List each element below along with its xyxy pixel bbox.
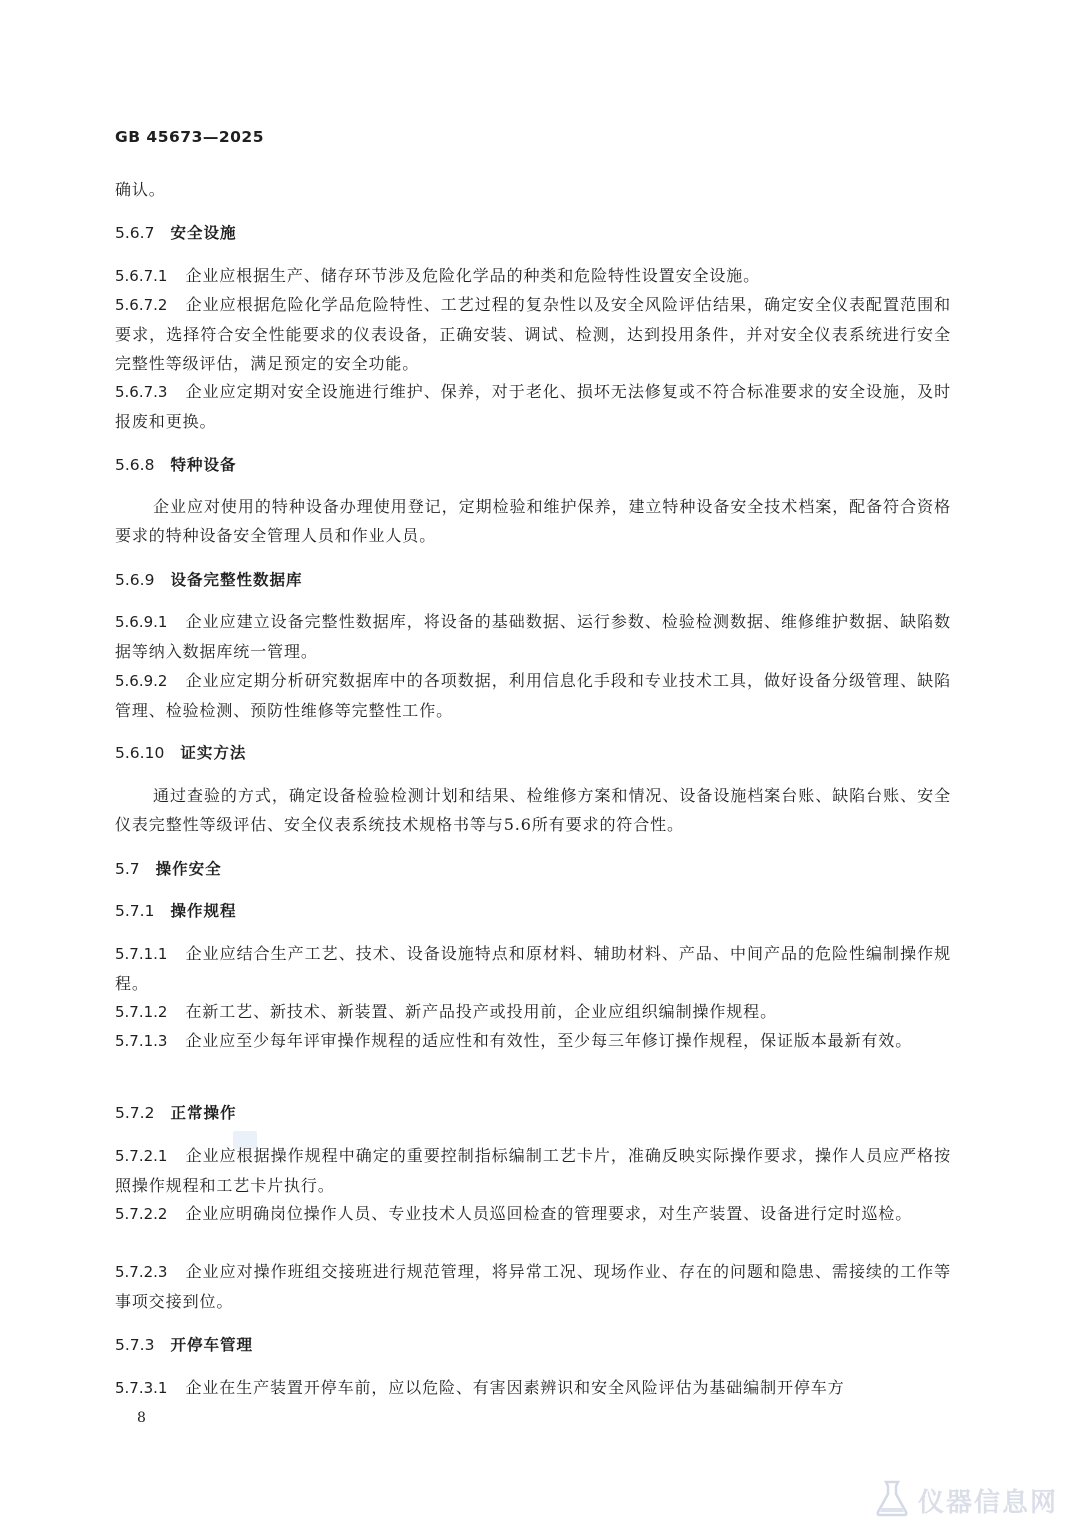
clause: 5.7.2.1 企业应根据操作规程中确定的重要控制指标编制工艺卡片，准确反映实际操作要求，操作人员应严格按照操作规程和工艺卡片执行。 xyxy=(115,1146,951,1195)
clause: 5.6.9.2 企业应定期分析研究数据库中的各项数据，利用信息化手段和专业技术工具，做好设备分级管理、缺陷管理、检验检测、预防性维修等完整性工作。 xyxy=(115,671,951,720)
clause: 5.6.7.1 企业应根据生产、储存环节涉及危险化学品的种类和危险特性设置安全设施。 xyxy=(115,266,761,285)
section-heading: 5.7.1 操作规程 xyxy=(115,902,237,920)
page-number: 8 xyxy=(137,1410,146,1426)
watermark-text: 仪器信息网 xyxy=(917,1487,1058,1518)
section-heading: 5.6.9 设备完整性数据库 xyxy=(115,571,303,589)
paragraph: 通过查验的方式，确定设备检验检测计划和结果、检维修方案和情况、设备设施档案台账、缺陷台账、安全仪表完整性等级评估、安全仪表系统技术规格书等与5.6所有要求的符合性。 xyxy=(115,786,951,834)
paragraph: 企业应对使用的特种设备办理使用登记，定期检验和维护保养，建立特种设备安全技术档案，配备符合资格要求的特种设备安全管理人员和作业人员。 xyxy=(115,497,951,545)
paragraph: 确认。 xyxy=(115,180,166,199)
clause: 5.7.1.1 企业应结合生产工艺、技术、设备设施特点和原材料、辅助材料、产品、中间产品的危险性编制操作规程。 xyxy=(115,944,951,993)
section-heading: 5.6.10 证实方法 xyxy=(115,744,247,762)
clause: 5.7.1.3 企业应至少每年评审操作规程的适应性和有效性，至少每三年修订操作规程，保证版本最新有效。 xyxy=(115,1031,913,1050)
section-heading: 5.7.2 正常操作 xyxy=(115,1104,237,1122)
clause: 5.7.3.1 企业在生产装置开停车前，应以危险、有害因素辨识和安全风险评估为基础编制开停车方 xyxy=(115,1378,845,1397)
section-heading: 5.7 操作安全 xyxy=(115,860,222,878)
clause: 5.7.1.2 在新工艺、新技术、新装置、新产品投产或投用前，企业应组织编制操作规程。 xyxy=(115,1002,777,1021)
clause: 5.6.7.3 企业应定期对安全设施进行维护、保养，对于老化、损坏无法修复或不符合标准要求的安全设施，及时报废和更换。 xyxy=(115,382,951,431)
section-heading: 5.7.3 开停车管理 xyxy=(115,1336,253,1354)
document-code: GB 45673—2025 xyxy=(115,128,264,146)
watermark xyxy=(872,1478,1058,1522)
clause: 5.7.2.3 企业应对操作班组交接班进行规范管理，将异常工况、现场作业、存在的问题和隐患、需接续的工作等事项交接到位。 xyxy=(115,1262,951,1311)
section-heading: 5.6.8 特种设备 xyxy=(115,456,237,474)
clause: 5.6.7.2 企业应根据危险化学品危险特性、工艺过程的复杂性以及安全风险评估结果，确定安全仪表配置范围和要求，选择符合安全性能要求的仪表设备，正确安装、调试、检测，达到投用条件，并对安全仪表系统进行安全完整性等级评估，满足预定的安全功能。 xyxy=(115,295,951,373)
clause: 5.6.9.1 企业应建立设备完整性数据库，将设备的基础数据、运行参数、检验检测数据、维修维护数据、缺陷数据等纳入数据库统一管理。 xyxy=(115,612,951,661)
clause: 5.7.2.2 企业应明确岗位操作人员、专业技术人员巡回检查的管理要求，对生产装置、设备进行定时巡检。 xyxy=(115,1204,913,1223)
flask-icon xyxy=(872,1478,912,1522)
section-heading: 5.6.7 安全设施 xyxy=(115,224,237,242)
